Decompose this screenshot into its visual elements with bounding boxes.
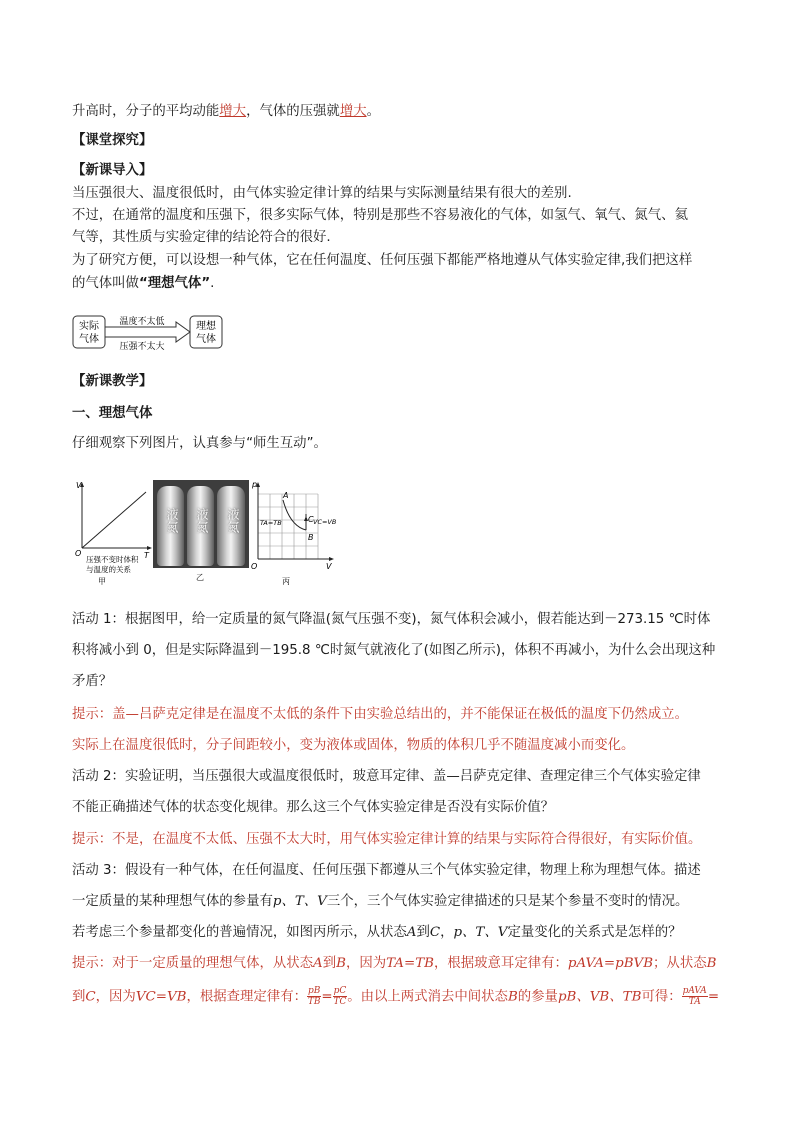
state-b: B xyxy=(706,956,717,971)
ideal-gas-label-1: 理想 xyxy=(196,321,216,332)
text-segment: 提示：对于一定质量的理想气体，从状态 xyxy=(72,956,314,971)
state-b: B xyxy=(336,956,346,971)
figure-bing xyxy=(250,478,340,588)
point-a-label: A xyxy=(283,491,289,500)
section-title-ideal-gas: 一、理想气体 xyxy=(72,406,153,421)
hint-3-line-2 xyxy=(72,986,719,1008)
figure-jia-svg xyxy=(72,478,154,588)
axis-label-p: p xyxy=(252,480,258,489)
volume-temperature-line xyxy=(82,492,146,548)
text-segment: 。由以上两式消去中间状态 xyxy=(347,989,508,1005)
equals-sign: = xyxy=(321,989,333,1005)
text-segment: 可得： xyxy=(641,989,682,1005)
state-a: A xyxy=(313,956,323,971)
tank-label-2: 液氮 xyxy=(195,508,209,534)
text-segment: . xyxy=(210,276,215,291)
text-segment: ，根据查理定律有： xyxy=(186,989,307,1005)
intro-paragraph-1: 当压强很大、温度很低时，由气体实验定律计算的结果与实际测量结果有很大的差别. xyxy=(72,186,572,201)
text-segment: 的参量 xyxy=(517,989,558,1005)
activity-3-line-3 xyxy=(72,923,682,943)
point-b-label: B xyxy=(308,533,314,542)
fraction-pava-ta xyxy=(682,986,708,1007)
ideal-gas-term: “理想气体” xyxy=(138,276,211,291)
text-segment: ，气体的压强就 xyxy=(246,104,340,119)
heading-new-intro: 【新课导入】 xyxy=(72,163,153,178)
text-segment: 若考虑三个参量都变化的普遍情况，如图丙所示，从状态 xyxy=(72,925,407,940)
real-gas-label-1: 实际 xyxy=(79,321,99,332)
text-segment: 到 xyxy=(416,925,430,940)
figure-label-yi: 乙 xyxy=(196,573,204,582)
tank-label-1: 液氮 xyxy=(165,508,179,534)
figure-label-bing: 丙 xyxy=(282,577,290,586)
fraction-denominator: TB xyxy=(307,997,321,1007)
fraction-pc-tc xyxy=(333,986,348,1007)
t-axis-arrow xyxy=(147,546,152,550)
activity-2-line-2: 不能正确描述气体的状态变化规律。那么这三个气体实验定律是否没有实际价值？ xyxy=(72,800,555,815)
activity-3-line-1: 活动 3：假设有一种气体，在任何温度、任何压强下都遵从三个气体实验定律，物理上称为理想气体。描述 xyxy=(72,863,701,878)
isotherm-curve xyxy=(283,500,306,530)
text-segment: 。 xyxy=(366,104,380,119)
temperature-condition-label: 温度不太低 xyxy=(119,317,165,327)
text-segment: 定量变化的关系式是怎样的？ xyxy=(507,925,682,940)
axis-label-v: V xyxy=(326,562,332,571)
text-segment: 升高时，分子的平均动能 xyxy=(72,104,220,119)
state-c: C xyxy=(429,925,441,940)
equation-v-label: VC=VB xyxy=(313,518,337,526)
text-segment: 到 xyxy=(72,989,86,1005)
figure-yi-photo xyxy=(153,480,249,568)
underlined-answer: 增大 xyxy=(219,104,247,119)
hint-1-line-2: 实际上在温度很低时，分子间距较小，变为液体或固体，物质的体积几乎不随温度减小而变化。 xyxy=(72,738,635,753)
intro-paragraph-3b xyxy=(72,274,214,294)
intro-paragraph-3a: 为了研究方便，可以设想一种气体，它在任何温度、任何压强下都能严格地遵从气体实验定律,我们把这样 xyxy=(72,253,693,268)
flow-diagram-svg xyxy=(72,312,232,352)
hint-1-line-1: 提示：盖—吕萨克定律是在温度不太低的条件下由实验总结出的，并不能保证在极低的温度下仍然成立。 xyxy=(72,707,688,722)
fraction-numerator: pAVA xyxy=(682,986,707,996)
activity-2-line-1: 活动 2：实验证明，当压强很大或温度很低时，玻意耳定律、盖—吕萨克定律、查理定律三个气体实验定律 xyxy=(72,769,701,784)
state-a: A xyxy=(406,925,417,940)
axis-label-t: T xyxy=(144,551,149,560)
intro-paragraph-2a: 不过，在通常的温度和压强下，很多实际气体，特别是那些不容易液化的气体，如氢气、氧气、氮气、氦 xyxy=(72,208,688,223)
activity-3-line-2 xyxy=(72,892,688,912)
text-line-1 xyxy=(72,102,380,122)
figure-bing-svg xyxy=(250,478,340,588)
observe-instruction: 仔细观察下列图片，认真参与“师生互动”。 xyxy=(72,436,327,451)
point-c-label: C xyxy=(308,515,314,524)
real-gas-label-2: 气体 xyxy=(79,334,99,345)
figure-caption-line-1: 压强不变时体积 xyxy=(86,555,139,564)
figure-caption-line-2: 与温度的关系 xyxy=(86,565,131,574)
ideal-gas-flow-diagram xyxy=(72,312,232,352)
heading-new-teaching: 【新课教学】 xyxy=(72,374,153,389)
figure-jia xyxy=(72,478,154,588)
fraction-pb-tb xyxy=(307,986,321,1007)
text-segment: 一定质量的某种理想气体的参量有 xyxy=(72,894,273,909)
underlined-answer: 增大 xyxy=(339,104,367,119)
origin-label: O xyxy=(251,562,258,571)
text-segment: ，根据玻意耳定律有： xyxy=(433,956,568,971)
text-segment: ，因为 xyxy=(345,956,387,971)
axis-label-v: V xyxy=(76,481,82,490)
text-segment: 到 xyxy=(322,956,337,971)
equation-vc-vb: VC=VB xyxy=(135,989,187,1005)
text-segment: ，因为 xyxy=(95,989,136,1005)
equals-sign: = xyxy=(707,989,720,1005)
origin-label: O xyxy=(75,549,82,558)
hint-2: 提示：不是，在温度不太低、压强不太大时，用气体实验定律计算的结果与实际符合得很好，有实际价值。 xyxy=(72,832,702,847)
text-segment: 三个，三个气体实验定律描述的只是某个参量不变时的情况。 xyxy=(326,894,689,909)
equation-ta-tb: TA=TB xyxy=(386,956,434,971)
fraction-denominator: TC xyxy=(333,997,347,1007)
text-segment: ， xyxy=(440,925,454,940)
equation-t-label: TA=TB xyxy=(260,519,282,527)
tank-label-3: 液氮 xyxy=(226,508,240,534)
state-b: B xyxy=(507,989,518,1005)
equation-boyle: pAVA=pBVB xyxy=(567,956,654,971)
variables-pb-vb-tb: pB、VB、TB xyxy=(557,989,642,1005)
text-segment: ；从状态 xyxy=(653,956,707,971)
text-segment: 的气体叫做 xyxy=(72,276,139,291)
v-axis-arrow xyxy=(329,557,334,561)
activity-1-line-2: 积将减小到 0，但是实际降温到－195.8 ℃时氮气就液化了(如图乙所示)，体积不再减小，为什么会出现这种 xyxy=(72,643,716,658)
ideal-gas-label-2: 气体 xyxy=(196,334,216,345)
hint-3-line-1 xyxy=(72,954,716,974)
variables-ptv: p、T、V xyxy=(272,894,327,909)
figure-label-jia: 甲 xyxy=(98,577,106,586)
fraction-numerator: pC xyxy=(333,986,347,996)
state-c: C xyxy=(85,989,96,1005)
fraction-denominator: TA xyxy=(688,997,701,1007)
fraction-numerator: pB xyxy=(307,986,321,996)
pressure-condition-label: 压强不太大 xyxy=(119,342,165,352)
variables-ptv: p、T、V xyxy=(453,925,508,940)
intro-paragraph-2b: 气等，其性质与实验定律的结论符合的很好. xyxy=(72,230,331,245)
activity-1-line-3: 矛盾？ xyxy=(72,674,113,689)
activity-1-line-1: 活动 1：根据图甲，给一定质量的氮气降温(氮气压强不变)，氮气体积会减小，假若能达到－273.15 ℃时体 xyxy=(72,612,711,627)
heading-class-exploration: 【课堂探究】 xyxy=(72,133,153,148)
